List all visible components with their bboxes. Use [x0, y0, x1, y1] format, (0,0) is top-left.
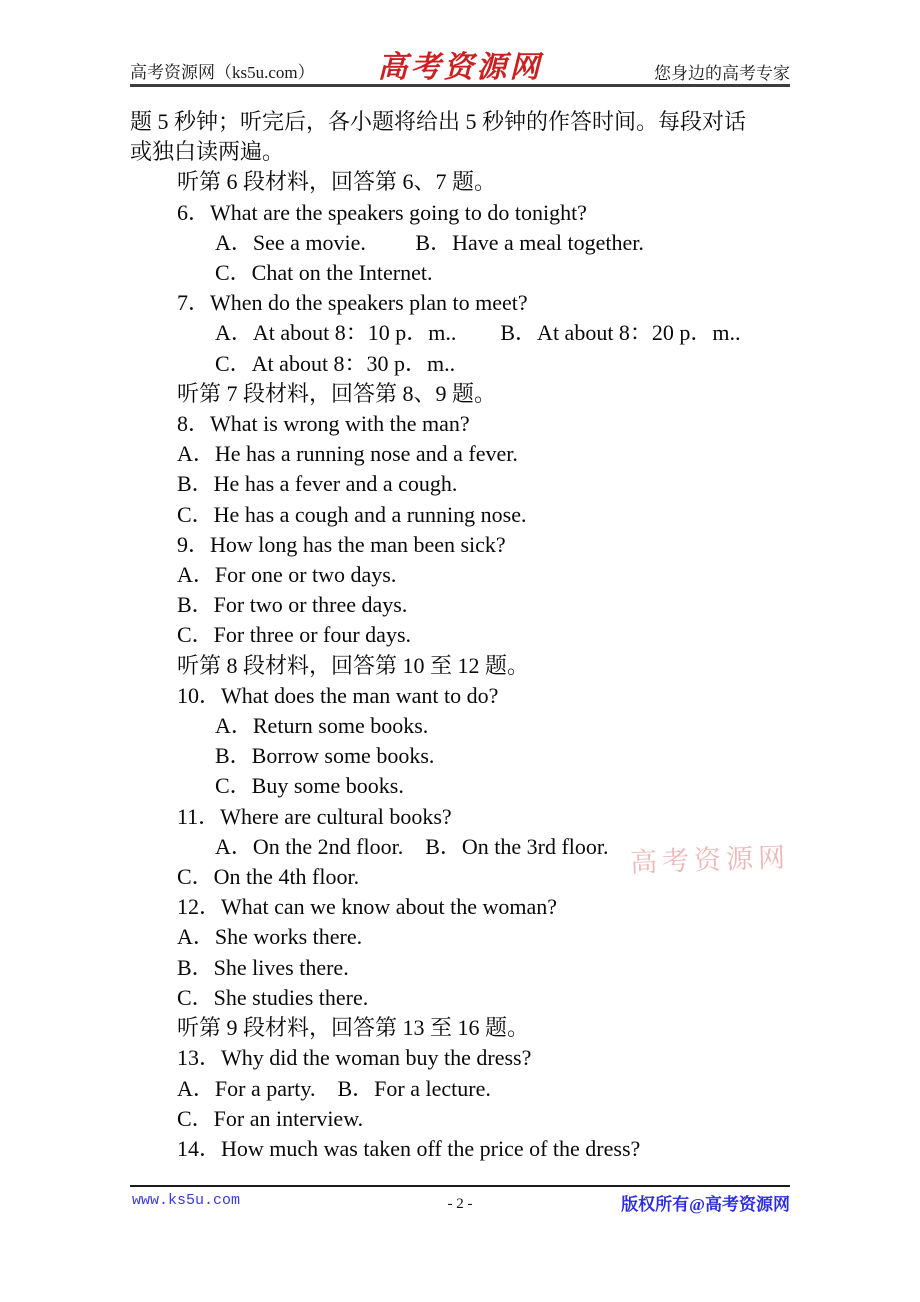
- footer-divider: [130, 1185, 790, 1187]
- line-question: 6．What are the speakers going to do tonight?: [177, 199, 587, 225]
- line-option: A．She works there.: [177, 924, 363, 950]
- line-option: C．For an interview.: [177, 1105, 364, 1131]
- line-question: 8．What is wrong with the man?: [177, 411, 470, 437]
- line-option: A．For a party. B．For a lecture.: [177, 1075, 491, 1101]
- line-question: 14．How much was taken off the price of the dress?: [177, 1135, 641, 1161]
- line-instruction: 或独白读两遍。: [130, 139, 285, 165]
- line-option: A．For one or two days.: [177, 562, 397, 588]
- line-question: 12．What can we know about the woman?: [177, 894, 557, 920]
- line-question: 13．Why did the woman buy the dress?: [177, 1045, 532, 1071]
- line-option: C．Chat on the Internet.: [215, 260, 433, 286]
- site-logo: 高考资源网: [377, 51, 543, 84]
- line-question: 10．What does the man want to do?: [177, 682, 499, 708]
- header-slogan: 您身边的高考专家: [654, 64, 790, 83]
- header-divider: [130, 84, 790, 87]
- line-question: 7．When do the speakers plan to meet?: [177, 290, 528, 316]
- line-section: 听第 6 段材料，回答第 6、7 题。: [177, 169, 497, 195]
- line-option: C．At about 8：30 p．m..: [215, 350, 456, 376]
- line-question: 11．Where are cultural books?: [177, 803, 452, 829]
- line-option: B．He has a fever and a cough.: [177, 471, 458, 497]
- line-section: 听第 8 段材料，回答第 10 至 12 题。: [177, 652, 530, 678]
- line-option: A．At about 8：10 p．m.. B．At about 8：20 p．m..: [215, 320, 741, 346]
- line-option: C．Buy some books.: [215, 773, 404, 799]
- footer-site-url[interactable]: www.ks5u.com: [132, 1192, 241, 1209]
- line-question: 9．How long has the man been sick?: [177, 531, 506, 557]
- header-site-name: 高考资源网（ks5u.com）: [130, 63, 315, 82]
- line-option: A．On the 2nd floor. B．On the 3rd floor.: [215, 833, 609, 859]
- line-option: B．She lives there.: [177, 954, 349, 980]
- line-option: A．He has a running nose and a fever.: [177, 441, 518, 467]
- line-option: B．For two or three days.: [177, 592, 408, 618]
- line-option: A．See a movie. B．Have a meal together.: [215, 229, 644, 255]
- site-watermark: 高考资源网: [629, 842, 791, 878]
- line-option: C．On the 4th floor.: [177, 864, 360, 890]
- line-option: C．He has a cough and a running nose.: [177, 501, 527, 527]
- footer-copyright: 版权所有@高考资源网: [621, 1195, 790, 1214]
- line-option: C．For three or four days.: [177, 622, 412, 648]
- line-section: 听第 7 段材料，回答第 8、9 题。: [177, 380, 497, 406]
- line-option: A．Return some books.: [215, 713, 429, 739]
- line-instruction: 题 5 秒钟；听完后，各小题将给出 5 秒钟的作答时间。每段对话: [130, 109, 747, 134]
- line-option: C．She studies there.: [177, 984, 369, 1010]
- page-number: - 2 -: [447, 1196, 473, 1212]
- document-body: [130, 107, 810, 1164]
- line-section: 听第 9 段材料，回答第 13 至 16 题。: [177, 1015, 530, 1041]
- line-option: B．Borrow some books.: [215, 743, 435, 769]
